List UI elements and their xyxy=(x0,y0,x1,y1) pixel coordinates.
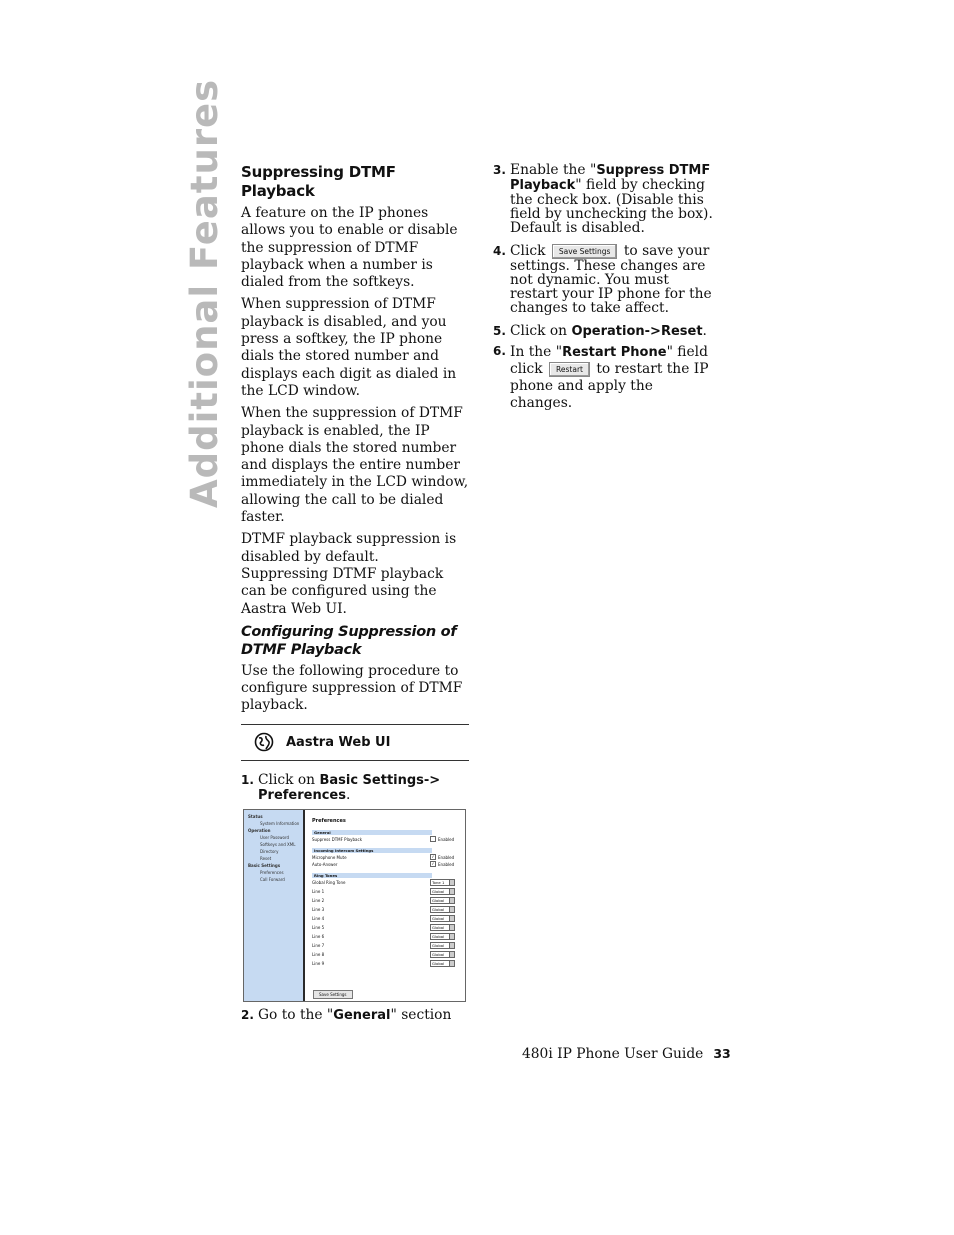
step-number: 6. xyxy=(493,344,506,358)
section-heading: Suppressing DTMF Playback xyxy=(241,163,396,200)
row-label: Line 9 xyxy=(312,960,325,966)
line-rows xyxy=(312,887,459,968)
suppress-dtmf-row xyxy=(312,835,459,844)
page-footer xyxy=(522,1046,731,1062)
step-number: 4. xyxy=(493,244,506,258)
row-label: Line 8 xyxy=(312,951,325,957)
row-label: Line 2 xyxy=(312,897,325,903)
row-label: Line 4 xyxy=(312,915,325,921)
step-text: " field click xyxy=(510,344,708,377)
row-label: Line 7 xyxy=(312,942,325,948)
nav-item[interactable]: System Information xyxy=(260,820,300,826)
line-ring-row xyxy=(312,914,459,923)
step-text: " field by checking the check box. (Disable this field by unchecking the box). Default is disabled. xyxy=(510,177,713,236)
step-text: to restart the IP phone and apply the changes. xyxy=(510,361,709,411)
line-ring-row xyxy=(312,932,459,941)
line-ring-select[interactable]: Global xyxy=(430,897,455,904)
general-section-header: General xyxy=(312,830,432,835)
line-ring-row xyxy=(312,905,459,914)
line-ring-row xyxy=(312,950,459,959)
left-column xyxy=(241,163,469,1029)
step-text: Click on xyxy=(510,323,572,339)
nav-group-heading: Operation xyxy=(248,827,271,833)
nav-item[interactable]: Directory xyxy=(260,848,279,854)
step-text: Go to the " xyxy=(258,1006,334,1023)
screenshot-main xyxy=(305,810,465,1001)
globe-icon xyxy=(254,732,274,752)
row-label: Line 1 xyxy=(312,888,325,894)
preferences-screenshot xyxy=(243,809,466,1002)
step-text: Enable the " xyxy=(510,162,597,178)
checkbox-label: Enabled xyxy=(438,854,455,860)
line-ring-row xyxy=(312,896,459,905)
intercom-section-header: Incoming Intercom Settings xyxy=(312,848,432,853)
step-number: 1. xyxy=(241,772,254,787)
ring-tones-section-header: Ring Tones xyxy=(312,873,432,878)
row-label: Auto-Answer xyxy=(312,861,338,867)
step-text: . xyxy=(702,323,707,339)
line-ring-select[interactable]: Global xyxy=(430,951,455,958)
save-settings-button-image: Save Settings xyxy=(552,244,618,259)
step-number: 3. xyxy=(493,163,506,177)
web-ui-label: Aastra Web UI xyxy=(286,734,391,750)
step-text: . xyxy=(345,786,351,803)
step-number: 2. xyxy=(241,1007,254,1022)
mic-mute-checkbox[interactable]: ✓ xyxy=(431,854,435,860)
row-label: Suppress DTMF Playback xyxy=(312,836,363,842)
line-ring-select[interactable]: Global xyxy=(430,942,455,949)
line-ring-select[interactable]: Global xyxy=(430,960,455,967)
line-ring-select[interactable]: Global xyxy=(430,933,455,940)
auto-answer-checkbox[interactable]: ✓ xyxy=(431,861,435,867)
checkbox-label: Enabled xyxy=(438,836,455,842)
save-settings-button[interactable]: Save Settings xyxy=(313,990,353,999)
step-2 xyxy=(241,1008,469,1023)
line-ring-row xyxy=(312,941,459,950)
right-column xyxy=(493,163,719,418)
subsection-heading: Configuring Suppression of DTMF Playback xyxy=(241,623,457,658)
row-label: Microphone Mute xyxy=(312,854,347,860)
field-name: Restart Phone xyxy=(562,345,667,360)
restart-button-image: Restart xyxy=(549,362,590,377)
step-text: to save your settings. These changes are not dynamic. You must restart your IP phone for the changes to take affect. xyxy=(510,243,712,316)
web-ui-banner xyxy=(241,724,469,761)
step-6 xyxy=(493,344,719,412)
paragraph: When the suppression of DTMF playback is enabled, the IP phone dials the stored number and displays the entire number immediately in the LCD window, allowing the call to be dialed faster. xyxy=(241,405,469,526)
line-ring-select[interactable]: Global xyxy=(430,924,455,931)
step-text: In the " xyxy=(510,344,563,360)
global-ring-row xyxy=(312,878,459,887)
screenshot-title: Preferences xyxy=(312,817,346,824)
section-name: General xyxy=(333,1007,391,1023)
nav-item[interactable]: Softkeys and XML xyxy=(260,841,296,847)
screenshot-nav xyxy=(244,810,305,1001)
nav-item[interactable]: Reset xyxy=(260,855,272,861)
paragraph: DTMF playback suppression is disabled by default. Suppressing DTMF playback can be configured using the Aastra Web UI. xyxy=(241,531,457,617)
paragraph: When suppression of DTMF playback is disabled, and you press a softkey, the IP phone dials the stored number and displays each digit as dialed in the LCD window. xyxy=(241,296,457,399)
page-number: 33 xyxy=(713,1046,731,1061)
line-ring-row xyxy=(312,959,459,968)
nav-item[interactable]: Preferences xyxy=(260,869,284,875)
checkbox-label: Enabled xyxy=(438,861,455,867)
step-3 xyxy=(493,163,719,235)
paragraph: A feature on the IP phones allows you to enable or disable the suppression of DTMF playback when a number is dialed from the softkeys. xyxy=(241,205,458,291)
line-ring-row xyxy=(312,887,459,896)
step-text: Click xyxy=(510,243,546,259)
step-5 xyxy=(493,324,719,339)
menu-path: Basic Settings-> Preferences xyxy=(258,772,441,803)
nav-item[interactable]: Call Forward xyxy=(260,876,285,882)
auto-answer-row xyxy=(312,860,459,869)
suppress-dtmf-checkbox[interactable] xyxy=(430,836,436,842)
nav-group-heading: Status xyxy=(248,813,263,819)
guide-title: 480i IP Phone User Guide xyxy=(522,1046,704,1062)
line-ring-row xyxy=(312,923,459,932)
menu-path: Operation->Reset xyxy=(571,324,703,339)
row-label: Line 6 xyxy=(312,933,325,939)
line-ring-select[interactable]: Global xyxy=(430,888,455,895)
nav-group-heading: Basic Settings xyxy=(248,862,281,868)
step-1 xyxy=(241,773,469,803)
side-section-tab-label: Additional Features xyxy=(183,78,226,508)
field-name: Suppress DTMF Playback xyxy=(510,163,711,193)
step-text: Click on xyxy=(258,771,320,788)
row-label: Line 5 xyxy=(312,924,325,930)
line-ring-select[interactable]: Global xyxy=(430,915,455,922)
line-ring-select[interactable]: Global xyxy=(430,906,455,913)
step-number: 5. xyxy=(493,324,506,338)
step-text: " section xyxy=(390,1006,452,1023)
row-label: Global Ring Tone xyxy=(312,879,346,885)
ring-tone-select[interactable]: Tone 1 xyxy=(430,879,455,886)
row-label: Line 3 xyxy=(312,906,325,912)
nav-item[interactable]: User Password xyxy=(260,834,290,840)
step-4 xyxy=(493,244,719,315)
paragraph: Use the following procedure to configure suppression of DTMF playback. xyxy=(241,662,463,714)
